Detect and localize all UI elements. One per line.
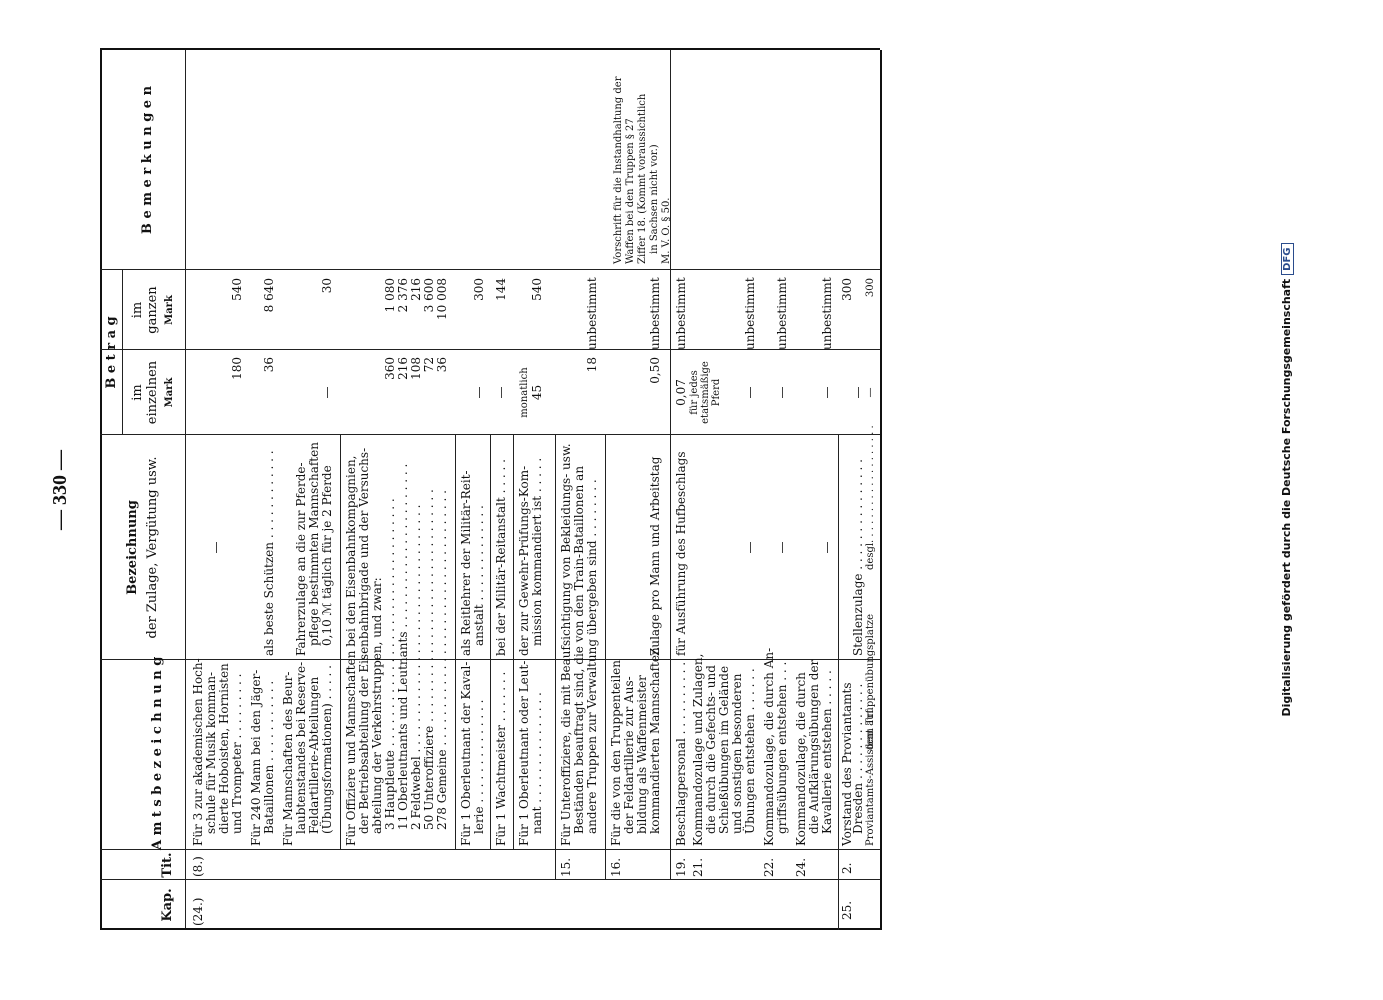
row15-einzeln: — xyxy=(865,387,876,398)
row9-remark: in Sachsen nicht vor.) xyxy=(649,144,660,254)
header-ganzen-1: im xyxy=(130,301,145,319)
row2-bez: als beste Schützen . . . . . . . . . . . . xyxy=(262,450,276,656)
col-rule-ganz xyxy=(100,269,880,270)
row4-einzeln: 108 xyxy=(409,357,423,380)
row14-line: Dresden . . . . . . . . . . . . . xyxy=(851,683,865,834)
row11-line: Schießübungen im Gelände xyxy=(717,665,731,834)
row9-line: Für die von den Truppenteilen xyxy=(609,659,623,846)
row5-ganzen: 300 xyxy=(472,278,486,301)
row4-ganzen: 1 080 xyxy=(383,278,397,313)
row8-line: andere Truppen zur Verwaltung übergeben sind . . . . . . . . xyxy=(585,479,599,834)
row11-line: Kommandozulage und Zulagen, xyxy=(691,653,705,846)
row14-rule xyxy=(838,435,839,930)
row3-line: Für Mannschaften des Beur- xyxy=(281,671,295,846)
row10-einzeln-note: für jedes xyxy=(689,370,700,415)
row15-line: dem Truppenübungsplatze xyxy=(865,613,876,750)
row11-ganzen: unbestimmt xyxy=(743,277,757,350)
header-kap: Kap. xyxy=(160,888,175,922)
row12-bez: — xyxy=(775,541,789,554)
left-rule xyxy=(100,928,880,930)
row13-ganzen: unbestimmt xyxy=(820,277,834,350)
allowance-table xyxy=(100,50,880,930)
header-einzeln-2: einzelnen xyxy=(145,360,160,425)
row4-rule xyxy=(340,435,341,850)
row11-line: und sonstigen besonderen xyxy=(730,673,744,834)
row1-einzeln: 180 xyxy=(230,357,244,380)
row6-ganzen: 144 xyxy=(494,278,508,301)
row14-line: Vorstand des Proviantamts xyxy=(840,682,854,846)
header-bemerkungen: B e m e r k u n g e n xyxy=(140,85,155,235)
row1-bez: — xyxy=(209,541,223,554)
row8-rule xyxy=(555,435,556,880)
header-tit: Tit. xyxy=(160,852,175,878)
row8-ganzen: unbestimmt xyxy=(585,277,599,350)
row2-ganzen: 8 640 xyxy=(262,278,276,313)
table-canvas xyxy=(100,50,880,930)
row5-line: lerie . . . . . . . . . . . . . . xyxy=(472,699,486,834)
betrag-subrule xyxy=(122,270,123,435)
row5-line: Für 1 Oberleutnant der Kaval- xyxy=(459,661,473,846)
row9-remark: Vorschrift für die Instandhaltung der xyxy=(613,76,624,264)
row1-line: dierte Hoboisten, Hornisten xyxy=(217,663,231,834)
row9-rule xyxy=(605,435,606,880)
row9-remark: Waffen bei den Truppen § 27 xyxy=(625,118,636,264)
row10-einzeln-note: etatsmäßige xyxy=(700,361,711,424)
row15-line: Proviantamts-Assistent auf xyxy=(865,709,876,846)
row1-tit: (8.) xyxy=(191,856,205,877)
row4-line: der Betriebsabteilung der Eisenbahnbrigade und der Versuchs- xyxy=(357,447,371,834)
header-betrag: B e t r a g xyxy=(104,316,119,389)
row3-line: (Übungsformationen) . . . . . xyxy=(320,665,334,834)
row10-line: Beschlagpersonal . . . . . . . . . . xyxy=(674,661,688,846)
row9-line: kommandierten Mannschaften xyxy=(648,647,662,834)
row4-einzeln: 36 xyxy=(435,357,449,373)
row10-tit: 19. xyxy=(674,857,688,877)
row4-ganzen: 3 600 xyxy=(422,278,436,313)
row8-einzeln: 18 xyxy=(585,357,599,373)
row9-ganzen: unbestimmt xyxy=(648,277,662,350)
row1-line: schule für Musik komman- xyxy=(204,671,218,834)
row6-rule xyxy=(490,435,491,850)
top-rule xyxy=(100,50,102,930)
row5-einzeln: — xyxy=(472,386,486,399)
row4-item: 3 Hauptleute . . . . . . . . . . . . . . . . . . . . . . . . . . . . . . . . . xyxy=(383,498,397,830)
row12-line: Kommandozulage, die durch An- xyxy=(762,647,776,846)
row4-ganzen: 10 008 xyxy=(435,278,449,320)
row4-item: 11 Oberleutnants und Leutnants . . . . . . . . . . . . . . . . . . . . . . xyxy=(396,463,410,830)
row13-line: Kommandozulage, die durch xyxy=(794,672,808,846)
row3-bez: Fahrerzulage an die zur Pferde- xyxy=(294,462,308,656)
header-ganzen-unit: Mark xyxy=(164,295,175,325)
row9-tit: 16. xyxy=(609,857,623,877)
row13-bez: — xyxy=(820,541,834,554)
row11-line: die durch die Gefechts- und xyxy=(704,665,718,834)
row3-bez: 0,10 ℳ täglich für je 2 Pferde xyxy=(320,465,334,646)
row1-line: und Trompeter . . . . . . . . . xyxy=(230,673,244,834)
row8-line: Für Unteroffiziere, die mit Beaufsichtigung von Bekleidungs- usw. xyxy=(559,443,573,846)
row1-line: Für 3 zur akademischen Hoch- xyxy=(191,658,205,846)
credit-text: Digitalisierung gefördert durch die Deutsche Forschungsgemeinschaft xyxy=(1280,278,1293,717)
row4-line: abteilung der Verkehrstruppen, und zwar: xyxy=(370,577,384,834)
row6-einzeln: — xyxy=(494,386,508,399)
page-number: — 330 — xyxy=(49,450,71,530)
row11-line: Übungen entstehen . . . . . . xyxy=(743,668,757,834)
row7-line: nant . . . . . . . . . . . . . . . xyxy=(530,692,544,834)
header-bezeichnung: Bezeichnung xyxy=(125,500,140,595)
row2-line: Für 240 Mann bei den Jäger- xyxy=(249,669,263,846)
col-rule-kap xyxy=(100,879,880,880)
row9-bez: Zulage pro Mann und Arbeitstag xyxy=(648,456,662,656)
row4-ganzen: 216 xyxy=(409,278,423,301)
row7-einzeln: 45 xyxy=(530,384,544,401)
row13-tit: 24. xyxy=(794,857,808,877)
row7-bez: mission kommandiert ist . . . . . xyxy=(530,457,544,646)
row5-rule xyxy=(455,435,456,850)
header-amtsbezeichnung: A m t s b e z e i c h n u n g xyxy=(150,656,165,850)
row10-bez: für Ausführung des Hufbeschlags xyxy=(674,451,688,656)
row9-line: bildung als Waffenmeister xyxy=(635,675,649,834)
row14-tit: 2. xyxy=(840,862,854,874)
row11-tit: 21. xyxy=(691,857,705,877)
row15-bez: desgl. . . . . . . . . . . . . . . . . . . xyxy=(865,425,876,570)
row12-tit: 22. xyxy=(762,857,776,877)
header-einzeln-1: im xyxy=(130,384,145,401)
row12-einzeln: — xyxy=(775,386,789,399)
row14-bez: Stellenzulage . . . . . . . . . . . . . . . xyxy=(851,459,865,656)
row4-einzeln: 216 xyxy=(396,357,410,380)
row4-item: 278 Gemeine . . . . . . . . . . . . . . . . . . . . . . . . . . . . . . . . . . xyxy=(435,490,449,830)
row7-einzeln-note: monatlich xyxy=(519,367,530,418)
row7-bez: der zur Gewehr-Prüfungs-Kom- xyxy=(517,465,531,656)
row15-ganzen: 300 xyxy=(865,278,876,298)
row8-tit: 15. xyxy=(559,857,573,877)
funding-credit xyxy=(1280,200,1300,760)
row13-einzeln: — xyxy=(820,386,834,399)
row3-ganzen: 30 xyxy=(320,278,334,294)
row9-remark: Ziffer 18. (Kommt voraussichtlich xyxy=(637,93,648,264)
row12-ganzen: unbestimmt xyxy=(775,277,789,350)
row14-kap: 25. xyxy=(840,900,854,920)
row14-ganzen: 300 xyxy=(840,278,854,301)
row14-einzeln: — xyxy=(851,386,865,399)
row7-line: Für 1 Oberleutnant oder Leut- xyxy=(517,660,531,846)
row11-bez: — xyxy=(743,541,757,554)
row5-bez: anstalt . . . . . . . . . . . . . xyxy=(472,505,486,646)
row10-einzeln: 0,07 xyxy=(674,379,688,406)
row10-rule xyxy=(670,50,671,880)
row3-bez: pflege bestimmten Mannschaften xyxy=(307,442,321,646)
row4-item: 50 Unteroffiziere . . . . . . . . . . . . . . . . . . . . . . . . . . . . . . . xyxy=(422,489,436,830)
row4-einzeln: 72 xyxy=(422,357,436,373)
row13-line: die Aufklärungsübungen der xyxy=(807,659,821,834)
row13-line: Kavallerie entstehen . . . . . xyxy=(820,670,834,834)
header-einzeln-unit: Mark xyxy=(164,377,175,408)
bottom-rule xyxy=(880,50,882,930)
row10-ganzen: unbestimmt xyxy=(674,277,688,350)
row4-item: 2 Feldwebel . . . . . . . . . . . . . . . . . . . . . . . . . . . . . . . . . xyxy=(409,504,423,830)
row9-einzeln: 0,50 xyxy=(648,357,662,384)
row10-einzeln-note: Pferd xyxy=(711,378,722,407)
header-ganzen-2: ganzen xyxy=(145,286,160,334)
row11-einzeln: — xyxy=(743,386,757,399)
col-rule-ein xyxy=(100,349,880,350)
row1-kap: (24.) xyxy=(191,897,205,926)
row8-line: Beständen beauftragt sind, die von den Train-Bataillonen an xyxy=(572,465,586,834)
row9-line: der Feldartillerie zur Aus- xyxy=(622,676,636,834)
row12-line: griffsübungen entstehen . . . xyxy=(775,661,789,834)
row3-einzeln: — xyxy=(320,386,334,399)
row7-rule xyxy=(513,435,514,850)
row2-line: Bataillonen . . . . . . . . . . . xyxy=(262,680,276,834)
row4-line: Für Offiziere und Mannschaften bei den Eisenbahnkompagnien, xyxy=(344,455,358,846)
row6-line: Für 1 Wachtmeister . . . . . . . xyxy=(494,671,508,846)
row5-bez: als Reitlehrer der Militär-Reit- xyxy=(459,470,473,656)
row4-ganzen: 2 376 xyxy=(396,278,410,313)
dfg-logo: DFG xyxy=(1281,244,1294,275)
row1-ganzen: 540 xyxy=(230,278,244,301)
header-rule xyxy=(185,50,186,930)
row7-ganzen: 540 xyxy=(530,278,544,301)
row6-bez: bei der Militär-Reitanstalt . . . . . xyxy=(494,459,508,656)
row3-line: Feldartillerie-Abteilungen xyxy=(307,676,321,834)
row9-remark: M. V. O. § 50. xyxy=(661,197,672,264)
header-bezeichnung-sub: der Zulage, Vergütung usw. xyxy=(145,456,160,639)
row4-einzeln: 360 xyxy=(383,357,397,380)
row2-einzeln: 36 xyxy=(262,357,276,373)
row3-line: laubtenstandes bei Reserve- xyxy=(294,661,308,834)
right-rule xyxy=(100,48,880,50)
